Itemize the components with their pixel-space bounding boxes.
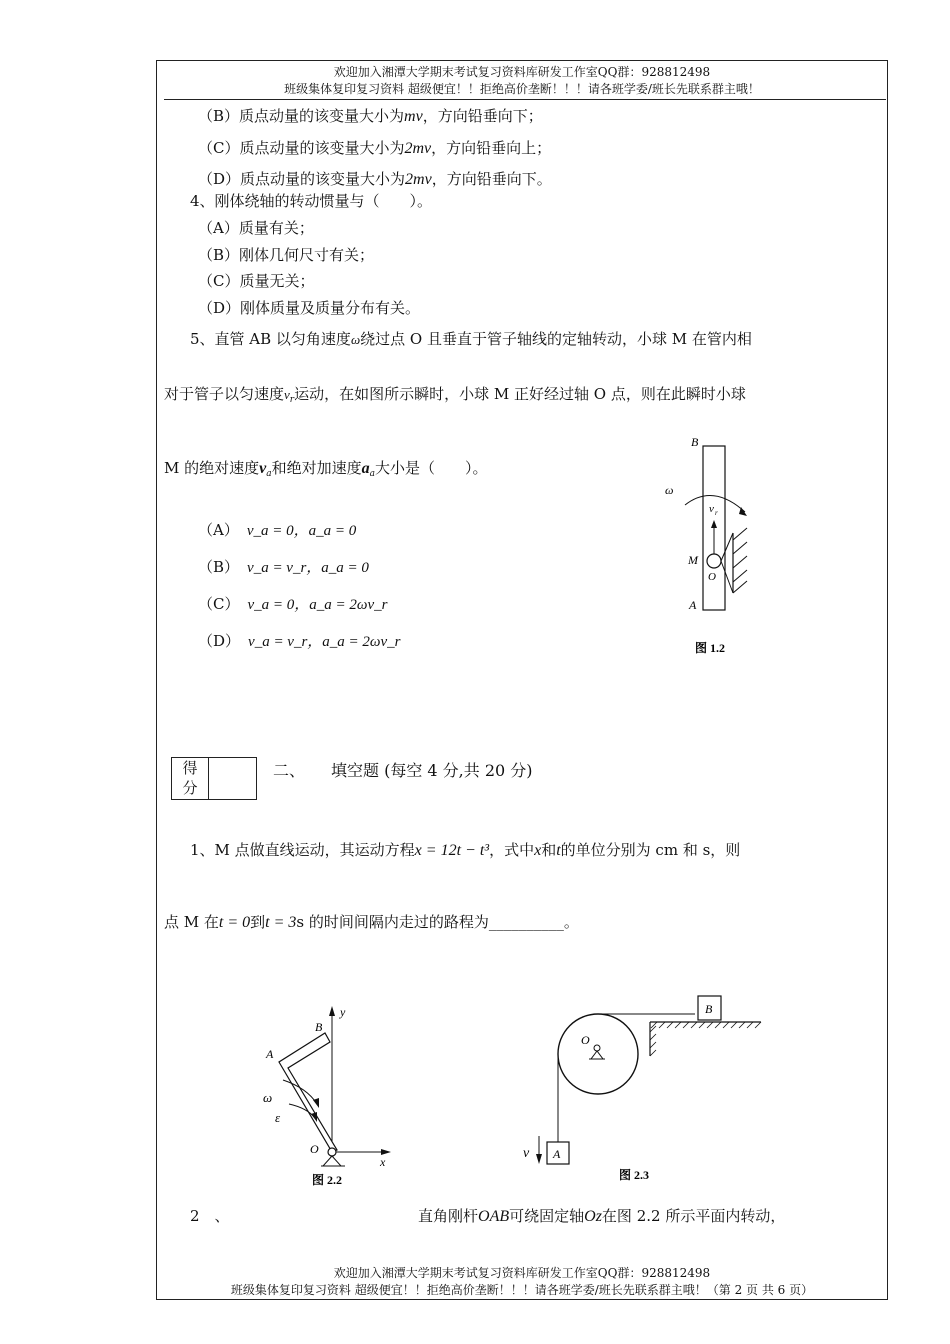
- caption-fig-2-2: 图 2.2: [312, 1173, 343, 1187]
- q5-option-c: （C） v_a = 0，a_a = 2ωv_r: [198, 595, 388, 613]
- label-o: O: [708, 571, 716, 583]
- label-b: B: [691, 435, 699, 449]
- q5-line-1: 5、直管 AB 以匀角速度ω绕过点 O 且垂直于管子轴线的定轴转动，小球 M 在管内相: [190, 330, 752, 348]
- figure-2-2: [255, 1000, 405, 1192]
- label-v: v: [523, 1146, 530, 1161]
- label-y: y: [340, 1005, 346, 1019]
- section-2-number: 二、: [273, 761, 306, 780]
- label-a-block: A: [553, 1147, 561, 1161]
- q4-option-d: （D）刚体质量及质量分布有关。: [198, 299, 421, 317]
- label-vr-sub: r: [715, 509, 718, 517]
- vr-arrowhead: [711, 520, 717, 528]
- score-box: [171, 757, 257, 800]
- fill1-line-2: 点 M 在t = 0到t = 3s 的时间间隔内走过的路程为__________。: [164, 913, 579, 931]
- label-o: O: [581, 1033, 590, 1047]
- section-2-title: 填空题 (每空 4 分,共 20 分): [331, 761, 533, 780]
- label-omega: ω: [263, 1090, 273, 1105]
- pivot-o: [328, 1148, 336, 1156]
- q3-option-b: （B）质点动量的该变量大小为mv，方向铅垂向下；: [198, 107, 543, 125]
- fill1-line-1: 1、M 点做直线运动，其运动方程x = 12t − t³，式中x和t的单位分别为 cm 和 s，则: [190, 841, 741, 859]
- q5-option-a: （A） v_a = 0，a_a = 0: [198, 521, 357, 539]
- q4-option-b: （B）刚体几何尺寸有关；: [198, 246, 375, 264]
- pulley-o: [558, 1014, 638, 1094]
- fill2-number: 2 、: [190, 1207, 230, 1225]
- q4-option-c: （C）质量无关；: [198, 272, 315, 290]
- label-vr: v: [709, 503, 714, 515]
- header-line-2: 班级集体复印复习资料 超级便宜！！拒绝高价垄断！！！请各班学委/班长先联系群主哦！: [284, 82, 760, 96]
- q4-stem: 4、刚体绕轴的转动惯量与（ ）。: [190, 192, 433, 210]
- q3-option-c: （C）质点动量的该变量大小为2mv，方向铅垂向上；: [198, 139, 552, 157]
- fill2-text: 直角刚杆OAB可绕固定轴Oz在图 2.2 所示平面内转动，: [418, 1207, 786, 1225]
- label-epsilon: ε: [275, 1110, 281, 1125]
- q5-line-2: 对于管子以匀速度$v_r$运动，在如图所示瞬时，小球 M 正好经过轴 O 点，则在此瞬时小球: [164, 385, 746, 405]
- label-b-block: B: [705, 1002, 713, 1016]
- label-a: A: [266, 1047, 274, 1061]
- q5-line-3: M 的绝对速度$v_a$和绝对加速度$a_a$大小是（ ）。: [164, 459, 488, 479]
- caption-fig-1-2: 图 1.2: [695, 641, 726, 655]
- label-o: O: [310, 1142, 319, 1156]
- header-line-1: 欢迎加入湘潭大学期末考试复习资料库研发工作室QQ群：928812498: [333, 65, 711, 79]
- q5-option-b: （B） v_a = v_r，a_a = 0: [198, 558, 369, 576]
- header-rule: [164, 99, 886, 100]
- footer-line-1: 欢迎加入湘潭大学期末考试复习资料库研发工作室QQ群：928812498: [333, 1266, 711, 1280]
- q5-option-d: （D） v_a = v_r，a_a = 2ωv_r: [198, 632, 401, 650]
- label-b: B: [315, 1020, 323, 1034]
- caption-fig-2-3: 图 2.3: [619, 1168, 650, 1182]
- label-m: M: [688, 553, 698, 567]
- figure-1-2: [655, 428, 765, 668]
- figure-2-3: [515, 990, 775, 1190]
- rigid-bar-oab: [279, 1033, 337, 1152]
- score-label: 得 分: [172, 758, 209, 799]
- velocity-arrowhead: [536, 1154, 542, 1164]
- label-a: A: [689, 598, 697, 612]
- footer-line-2: 班级集体复印复习资料 超级便宜！！拒绝高价垄断！！！请各班学委/班长先联系群主哦！（第 2 页 共 6 页）: [230, 1283, 814, 1297]
- label-x: x: [380, 1155, 386, 1169]
- label-omega: ω: [665, 483, 674, 497]
- q4-option-a: （A）质量有关；: [198, 219, 314, 237]
- ball-m: [707, 554, 721, 568]
- q3-option-d: （D）质点动量的该变量大小为2mv，方向铅垂向下。: [198, 170, 552, 188]
